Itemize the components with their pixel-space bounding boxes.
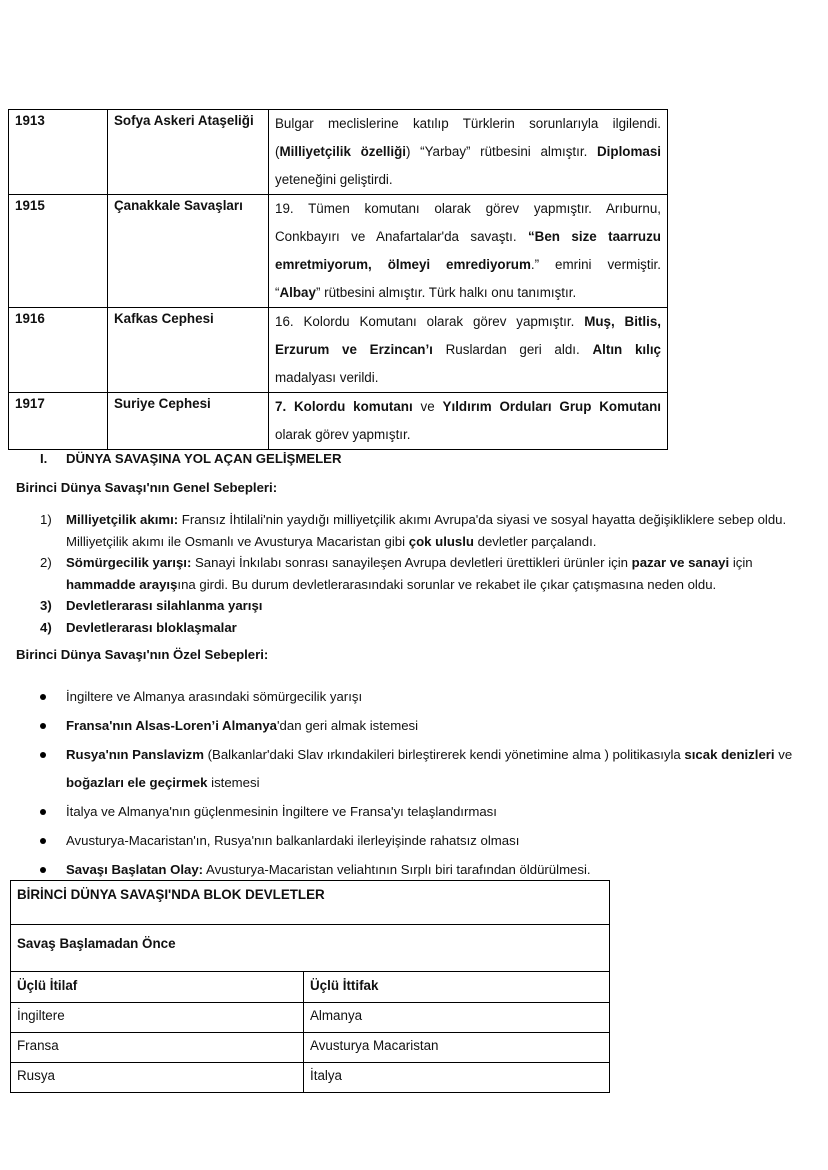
section-heading	[40, 451, 342, 466]
text-run: 19. Tümen komutanı olarak görev yapmıştır. Arıburnu, Conkbayırı ve Anafartalar'da savaştı.	[275, 201, 661, 244]
text-run: İngiltere ve Almanya arasındaki sömürgecilik yarışı	[66, 689, 363, 704]
text-run: için	[729, 555, 753, 570]
bullet-icon	[40, 694, 46, 700]
bold-text-run: Yıldırım Orduları Grup Komutanı	[442, 399, 661, 414]
bold-text-run: Milliyetçilik özelliği	[279, 144, 406, 159]
bullet-icon	[40, 809, 46, 815]
alliance-member: Avusturya Macaristan	[304, 1033, 610, 1063]
timeline-year: 1915	[9, 195, 108, 308]
text-run: devletler parçalandı.	[473, 533, 597, 549]
list-item	[40, 683, 810, 712]
bold-text-run: Devletlerarası silahlanma yarışı	[66, 598, 263, 613]
list-item	[40, 552, 810, 595]
timeline-event: Suriye Cephesi	[108, 393, 269, 450]
bold-text-run: Altın kılıç	[592, 342, 661, 357]
entente-member: İngiltere	[11, 1003, 304, 1033]
bullet-icon	[40, 867, 46, 873]
list-item	[40, 712, 810, 741]
text-run: Avusturya-Macaristan veliahtının Sırplı biri tarafından öldürülmesi.	[203, 861, 591, 877]
text-run: (Balkanlar'daki Slav ırkındakileri birleştirerek kendi yönetimine alma ) politikasıyla	[204, 746, 685, 762]
col-header-entente: Üçlü İtilaf	[11, 972, 304, 1003]
bold-text-run: Savaşı Başlatan Olay:	[66, 861, 204, 877]
timeline-event: Sofya Askeri Ataşeliği	[108, 110, 269, 195]
text-run: madalyası verildi.	[275, 370, 379, 385]
bold-text-run: Sömürgecilik yarışı:	[66, 555, 192, 570]
text-run: yeteneğini geliştirdi.	[275, 172, 393, 187]
timeline-row	[9, 110, 668, 195]
bullet-icon	[40, 723, 46, 729]
entente-member: Rusya	[11, 1063, 304, 1093]
timeline-year: 1917	[9, 393, 108, 450]
timeline-description	[269, 393, 668, 450]
list-item	[40, 741, 810, 799]
list-item	[40, 798, 810, 827]
section-heading-number: I.	[40, 451, 48, 466]
text-run: 'dan geri almak istemesi	[277, 717, 419, 733]
alliance-member: Almanya	[304, 1003, 610, 1033]
list-item	[40, 827, 810, 856]
timeline-description	[269, 110, 668, 195]
ataturk-timeline-table	[8, 109, 668, 450]
text-run: .” emrini vermiştir. “	[275, 257, 661, 300]
specific-causes-list	[40, 683, 810, 885]
alliance-member: İtalya	[304, 1063, 610, 1093]
bold-text-run: Rusya'nın Panslavizm	[66, 746, 204, 762]
text-run: Bulgar meclislerine katılıp Türklerin sorunlarıyla ilgilendi. (	[275, 116, 661, 159]
list-item-number: 1)	[40, 512, 52, 527]
text-run: İtalya ve Almanya'nın güçlenmesinin İngiltere ve Fransa'yı telaşlandırması	[66, 804, 497, 820]
bold-text-run: Muş, Bitlis, Erzurum ve Erzincan’ı	[275, 314, 661, 357]
text-run: istemesi	[207, 775, 260, 791]
table-row	[11, 1063, 610, 1093]
specific-causes-title: Birinci Dünya Savaşı'nın Özel Sebepleri:	[16, 647, 269, 662]
bold-text-run: “Ben size taarruzu emretmiyorum, ölmeyi emrediyorum	[275, 229, 661, 272]
timeline-event: Kafkas Cephesi	[108, 308, 269, 393]
bold-text-run: Milliyetçilik akımı:	[66, 512, 179, 527]
list-item-number: 3)	[40, 598, 52, 613]
table-row	[11, 1033, 610, 1063]
bold-text-run: Albay	[279, 285, 316, 300]
bold-text-run: pazar ve sanayi	[631, 555, 730, 570]
general-causes-list	[40, 509, 810, 638]
bloc-table-title: BİRİNCİ DÜNYA SAVAŞI'NDA BLOK DEVLETLER	[11, 881, 610, 925]
bloc-table-subtitle: Savaş Başlamadan Önce	[11, 925, 610, 972]
text-run: ve	[774, 746, 793, 762]
bold-text-run: Diplomasi	[597, 144, 661, 159]
bold-text-run: sıcak denizleri	[684, 746, 775, 762]
timeline-description	[269, 308, 668, 393]
timeline-description	[269, 195, 668, 308]
timeline-row	[9, 393, 668, 450]
text-run: Avusturya-Macaristan'ın, Rusya'nın balkanlardaki ilerleyişinde rahatsız olması	[66, 832, 520, 848]
section-heading-title: DÜNYA SAVAŞINA YOL AÇAN GELİŞMELER	[66, 451, 342, 466]
col-header-alliance: Üçlü İttifak	[304, 972, 610, 1003]
timeline-event: Çanakkale Savaşları	[108, 195, 269, 308]
bullet-icon	[40, 838, 46, 844]
text-run: Sanayi İnkılabı sonrası sanayileşen Avrupa devletleri ürettikleri ürünler için	[191, 555, 632, 570]
timeline-year: 1913	[9, 110, 108, 195]
text-run: 16. Kolordu Komutanı olarak görev yapmıştır.	[275, 314, 585, 329]
bold-text-run: hammadde arayış	[66, 576, 178, 592]
text-run: olarak görev yapmıştır.	[275, 427, 411, 442]
timeline-row	[9, 195, 668, 308]
list-item	[40, 595, 810, 617]
text-run: ına girdi. Bu durum devletlerarasındaki sorunlar ve rekabet ile çıkar çatışmasına neden oldu.	[177, 576, 717, 592]
timeline-row	[9, 308, 668, 393]
bold-text-run: Fransa'nın Alsas-Loren’i Almanya	[66, 717, 278, 733]
list-item	[40, 617, 810, 639]
entente-member: Fransa	[11, 1033, 304, 1063]
text-run: ) “Yarbay” rütbesini almıştır.	[405, 144, 597, 159]
bullet-icon	[40, 752, 46, 758]
text-run: Ruslardan geri aldı.	[432, 342, 593, 357]
bold-text-run: 7. Kolordu komutanı	[275, 399, 413, 414]
table-row	[11, 1003, 610, 1033]
list-item-number: 4)	[40, 619, 52, 635]
text-run: Fransız İhtilali'nin yaydığı milliyetçilik akımı Avrupa'da siyasi ve sosyal hayatta değişikliklere sebep oldu. Milliyetçilik akımı ile Osmanlı ve Avusturya Macaristan gibi	[66, 512, 787, 549]
text-run: ve	[412, 399, 443, 414]
bold-text-run: boğazları ele geçirmek	[66, 775, 208, 791]
list-item	[40, 509, 810, 552]
timeline-year: 1916	[9, 308, 108, 393]
bloc-states-table	[10, 880, 610, 1093]
list-item-number: 2)	[40, 555, 52, 570]
bold-text-run: Devletlerarası bloklaşmalar	[66, 619, 237, 635]
general-causes-title: Birinci Dünya Savaşı'nın Genel Sebepleri:	[16, 480, 278, 495]
text-run: ” rütbesini almıştır. Türk halkı onu tanımıştır.	[315, 285, 577, 300]
bold-text-run: çok uluslu	[408, 533, 474, 549]
